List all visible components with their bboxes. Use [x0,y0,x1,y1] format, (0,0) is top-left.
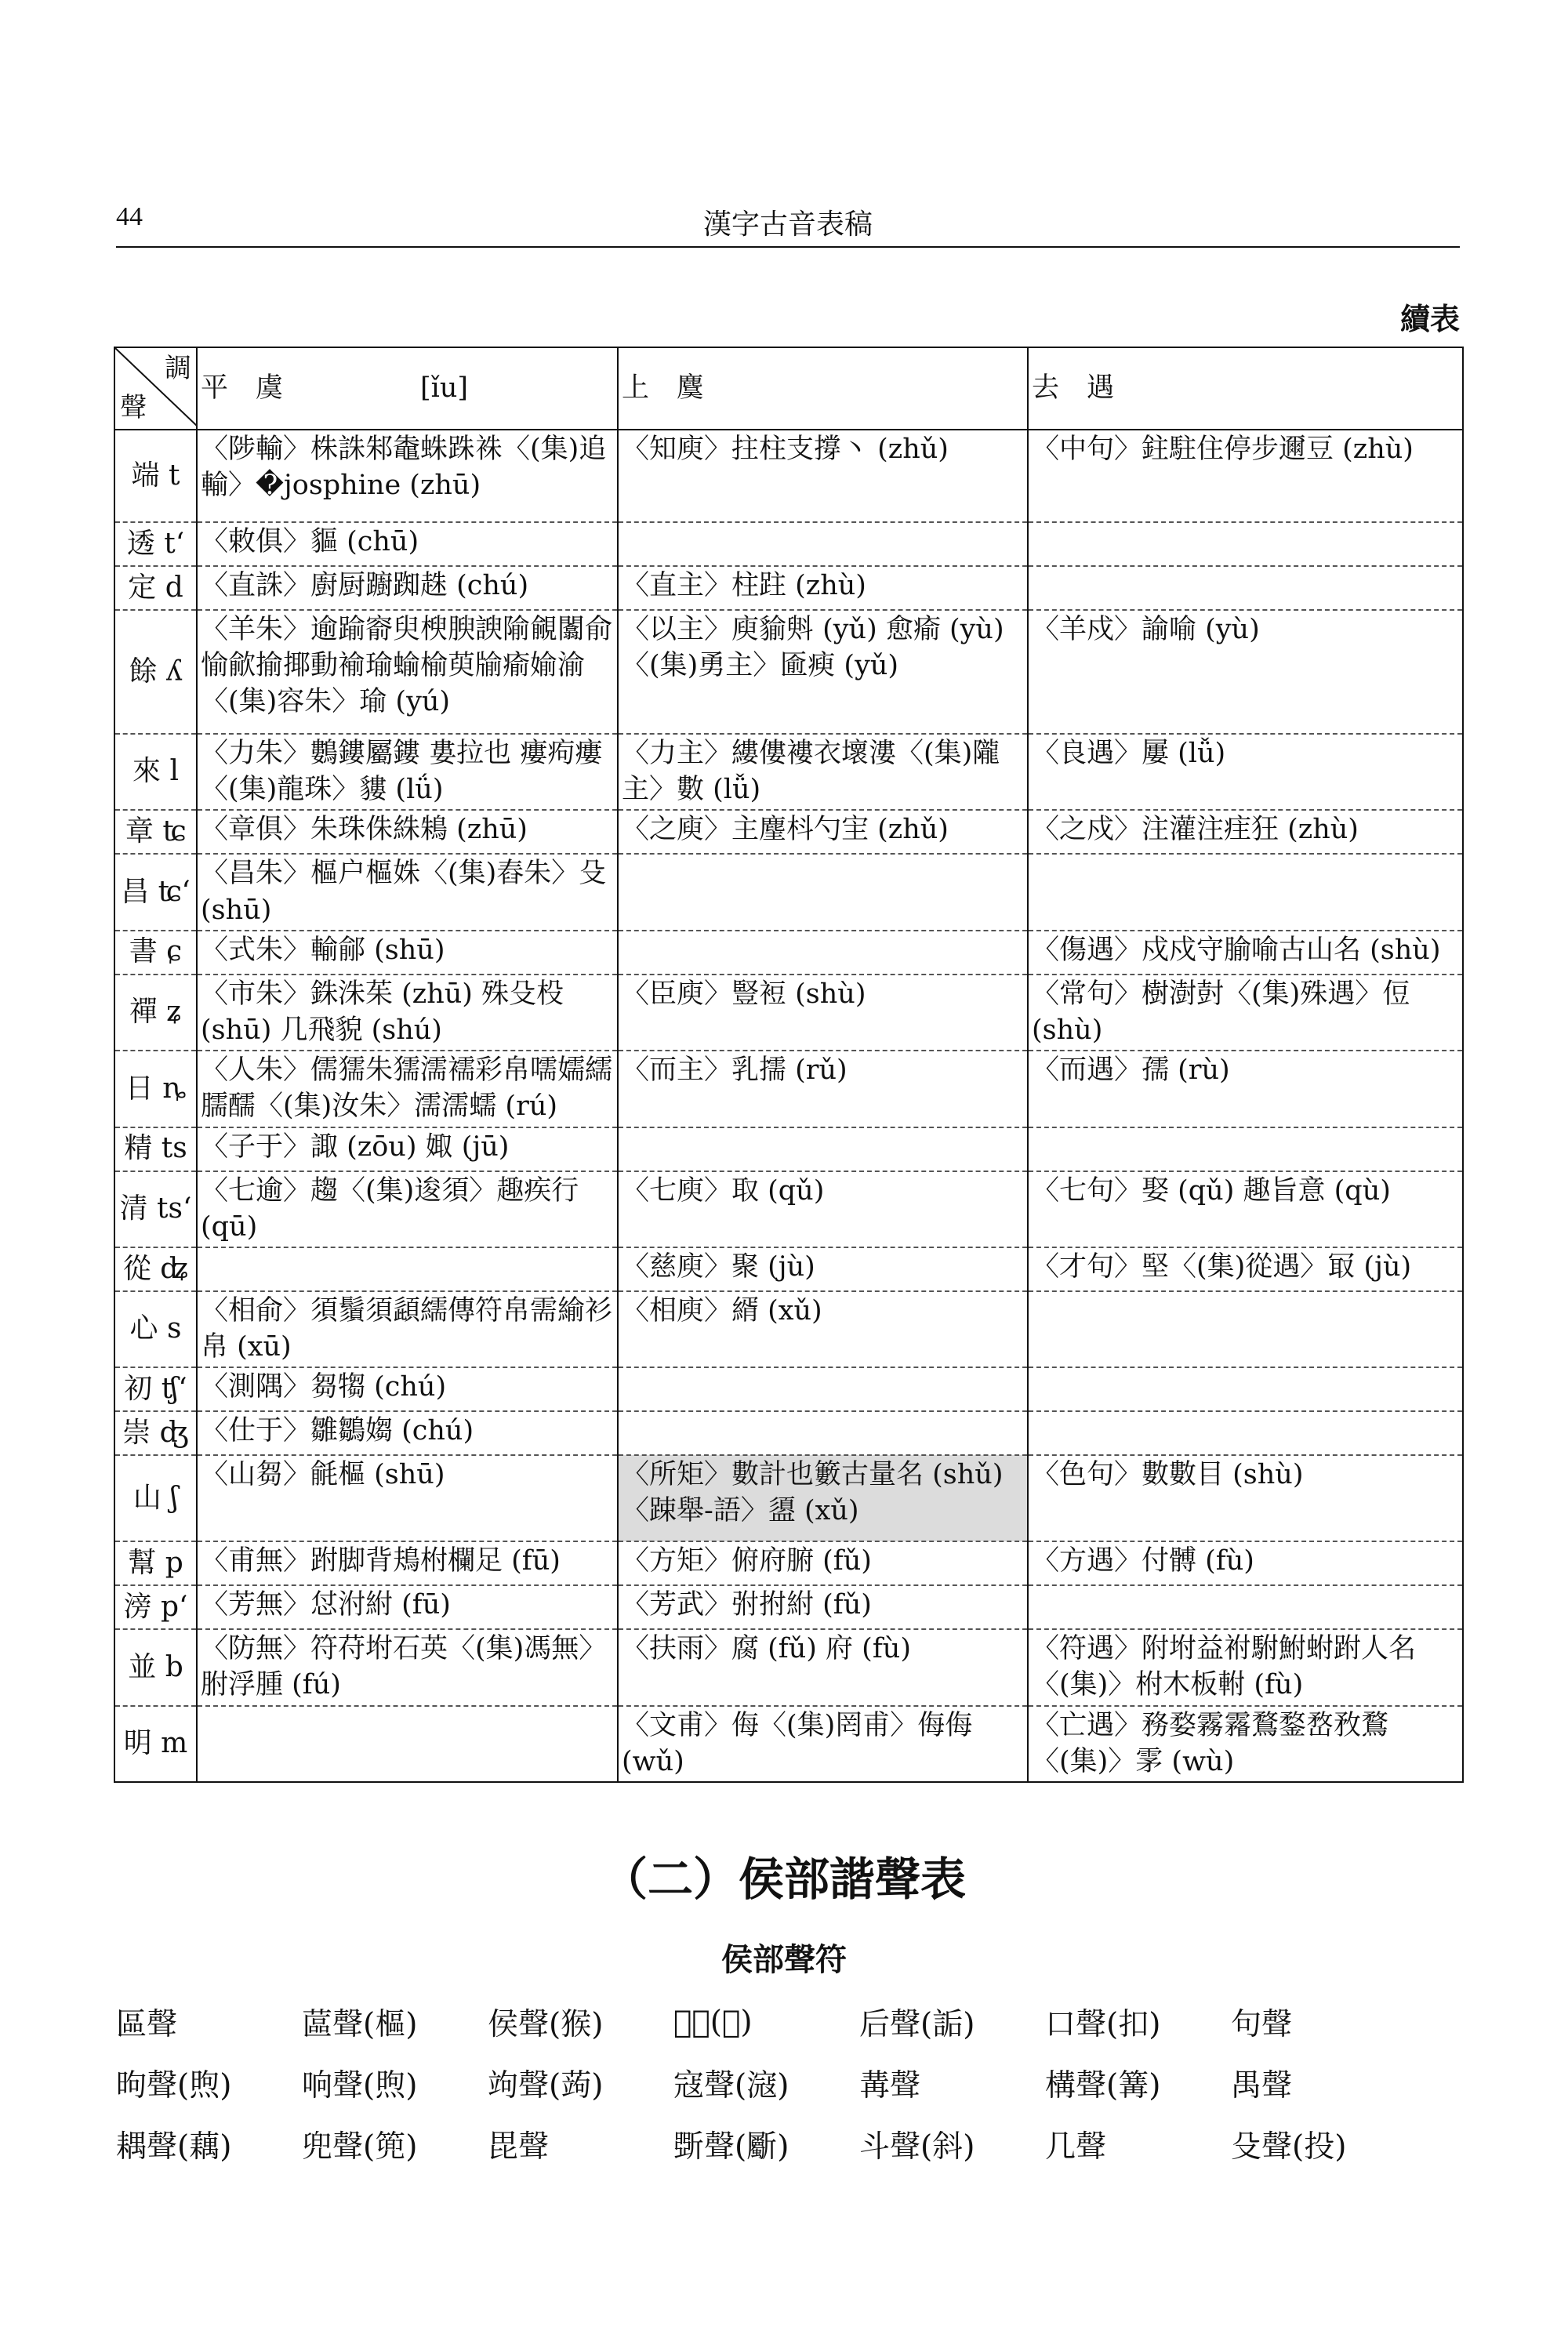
phonetic-item: 耦聲(藕) [116,2129,232,2165]
initial-cell: 幫 p [114,1541,197,1585]
tone-label: 調 [165,353,191,384]
table-row [114,1629,1463,1705]
rising-tone-cell [618,522,1028,566]
phonetic-item: 冓聲 [859,2068,921,2103]
rising-tone-cell: 〈直主〉柱跓 (zhù) [618,566,1028,610]
page-number: 44 [116,202,143,231]
level-tone-cell: 〈七逾〉趨〈(集)逡須〉趣疾行 (qū) [197,1171,618,1247]
rising-tone-cell [618,854,1028,930]
initial-cell: 初 ʧʻ [114,1367,197,1411]
departing-tone-cell: 〈常句〉樹澍尌〈(集)殊遇〉侸 (shù) [1028,975,1463,1051]
table-row [114,566,1463,610]
initial-cell: 來 l [114,734,197,810]
table-row [114,975,1463,1051]
initial-cell: 書 ɕ [114,931,197,975]
rhyme-table [114,347,1464,1783]
initial-label: 聲 [120,392,147,424]
departing-tone-cell: 〈方遇〉付髆 (fù) [1028,1541,1463,1585]
rising-tone-cell: 〈芳武〉弣拊紨 (fǔ) [618,1585,1028,1629]
table-row [114,1127,1463,1171]
initial-cell: 日 ȵ [114,1051,197,1127]
phonetic-series-list [116,1991,1465,2175]
rising-tone-cell: 〈之庾〉主麈枓勺宔 (zhǔ) [618,810,1028,854]
initial-cell: 章 ʨ [114,810,197,854]
departing-tone-cell: 〈良遇〉屢 (lǚ) [1028,734,1463,810]
level-tone-cell: 〈直誅〉廚厨躕踟趎 (chú) [197,566,618,610]
table-row [114,1706,1463,1782]
initial-cell: 精 ts [114,1127,197,1171]
departing-tone-cell: 〈七句〉娶 (qǔ) 趣旨意 (qù) [1028,1171,1463,1247]
phonetic-subheading: 侯部聲符 [721,1941,847,1978]
header-departing-tone: 去 遇 [1028,347,1463,430]
initial-cell: 透 tʻ [114,522,197,566]
table-row [114,734,1463,810]
phonetic-item: 蓲聲(樞) [302,2007,418,2042]
initial-cell: 心 s [114,1291,197,1367]
level-tone-cell: 〈仕于〉雛鶵媰 (chú) [197,1411,618,1455]
departing-tone-cell [1028,566,1463,610]
continued-label: 續表 [1399,301,1460,336]
table-row [114,430,1463,522]
phonetic-item: 毘聲 [488,2129,550,2165]
level-tone-cell: 〈測隅〉芻犓 (chú) [197,1367,618,1411]
level-tone-cell: 〈相俞〉須鬚須頿繻傳符帛需緰衫帛 (xū) [197,1291,618,1367]
departing-tone-cell [1028,1291,1463,1367]
initial-cell: 昌 ʨʻ [114,854,197,930]
phonetic-item: 構聲(篝) [1045,2068,1161,2103]
table-row [114,931,1463,975]
phonetic-item: 殳聲(投) [1231,2129,1347,2165]
header-level-tone: 平 虞 [ǐu] [197,347,618,430]
departing-tone-cell: 〈傷遇〉戍戍守腧喻古山名 (shù) [1028,931,1463,975]
rising-tone-cell: 〈慈庾〉聚 (jù) [618,1247,1028,1291]
phonetic-item: 寇聲(滱) [673,2068,789,2103]
rising-tone-cell: 〈相庾〉縃 (xǔ) [618,1291,1028,1367]
table-row [114,1247,1463,1291]
phonetic-item: 口聲(扣) [1045,2007,1161,2042]
level-tone-cell: 〈市朱〉銖洙茱 (zhū) 殊殳杸 (shū) 几飛貌 (shú) [197,975,618,1051]
phonetic-item: 竘聲(蒟) [488,2068,604,2103]
rising-tone-cell [618,1411,1028,1455]
departing-tone-cell: 〈符遇〉附坿益祔駙鮒蚹跗人名〈(集)〉柎木板軵 (fù) [1028,1629,1463,1705]
table-corner-cell [114,347,197,430]
phonetic-item: 斗聲(斜) [859,2129,975,2165]
phonetic-item: 昫聲(煦) [116,2068,232,2103]
phonetic-item: 區聲 [116,2007,178,2042]
departing-tone-cell: 〈之戍〉注灌注疰狂 (zhù) [1028,810,1463,854]
initial-cell: 滂 pʻ [114,1585,197,1629]
rising-tone-cell: 〈而主〉乳擩 (rǔ) [618,1051,1028,1127]
rising-tone-cell: 〈文甫〉侮〈(集)罔甫〉侮侮 (wǔ) [618,1706,1028,1782]
level-tone-cell: 〈人朱〉儒獳朱獳濡襦彩帛嚅嬬繻臑醹〈(集)汝朱〉濡濡蠕 (rú) [197,1051,618,1127]
departing-tone-cell [1028,1411,1463,1455]
rising-tone-cell [618,1127,1028,1171]
departing-tone-cell [1028,522,1463,566]
phonetic-row [116,2114,1465,2175]
level-tone-cell [197,1706,618,1782]
departing-tone-cell [1028,1127,1463,1171]
level-tone-cell [197,1247,618,1291]
page-header [116,202,1460,248]
departing-tone-cell: 〈中句〉鉒駐住停步邇豆 (zhù) [1028,430,1463,522]
table-row [114,1585,1463,1629]
rising-tone-cell: 〈所矩〉數計也籔古量名 (shǔ)〈踈舉-語〉盨 (xǔ) [618,1455,1028,1541]
level-tone-cell: 〈式朱〉輸鄃 (shū) [197,931,618,975]
initial-cell: 山 ʃ [114,1455,197,1541]
departing-tone-cell [1028,1585,1463,1629]
header-rising-tone: 上 麌 [618,347,1028,430]
initial-cell: 端 t [114,430,197,522]
level-tone-cell: 〈山芻〉毹樞 (shū) [197,1455,618,1541]
table-row [114,1411,1463,1455]
running-title: 漢字古音表稿 [702,209,873,241]
table-row [114,854,1463,930]
initial-cell: 崇 ʤ [114,1411,197,1455]
level-tone-cell: 〈甫無〉跗脚背鳺柎欄足 (fū) [197,1541,618,1585]
table-row [114,610,1463,734]
level-tone-cell: 〈敕俱〉貙 (chū) [197,522,618,566]
rising-tone-cell: 〈方矩〉俯府腑 (fǔ) [618,1541,1028,1585]
table-row [114,1291,1463,1367]
departing-tone-cell: 〈才句〉堅〈(集)從遇〉冣 (jù) [1028,1247,1463,1291]
rising-tone-cell: 〈臣庾〉豎裋 (shù) [618,975,1028,1051]
table-row [114,522,1463,566]
level-tone-cell: 〈防無〉符苻坿石英〈(集)馮無〉胕浮腫 (fú) [197,1629,618,1705]
departing-tone-cell [1028,1367,1463,1411]
level-tone-cell: 〈子于〉諏 (zōu) 娵 (jū) [197,1127,618,1171]
phonetic-item: 后聲(詬) [859,2007,975,2042]
table-header-row [114,347,1463,430]
rising-tone-cell [618,931,1028,975]
level-tone-cell: 〈芳無〉怤泭紨 (fū) [197,1585,618,1629]
rising-tone-cell: 〈以主〉庾貐斞 (yǔ) 愈瘉 (yù)〈(集)勇主〉匬瘐 (yǔ) [618,610,1028,734]
phonetic-item: 斲聲(斸) [673,2129,789,2165]
level-tone-cell: 〈力朱〉鷜鏤屬鏤 婁拉也 瘻痀瘻〈(集)龍珠〉貗 (lǘ) [197,734,618,810]
phonetic-item: 响聲(煦) [302,2068,418,2103]
initial-cell: 餘 ʎ [114,610,197,734]
phonetic-item: 句聲 [1231,2007,1293,2042]
table-row [114,810,1463,854]
initial-cell: 禪 ʑ [114,975,197,1051]
level-tone-cell: 〈章俱〉朱珠侏絑鴸 (zhū) [197,810,618,854]
rising-tone-cell: 〈力主〉縷僂褸衣壞漊〈(集)隴主〉數 (lǚ) [618,734,1028,810]
table-row [114,1051,1463,1127]
table-row [114,1455,1463,1541]
table-row [114,1171,1463,1247]
rising-tone-cell [618,1367,1028,1411]
rising-tone-cell: 〈扶雨〉腐 (fǔ) 府 (fù) [618,1629,1028,1705]
phonetic-item: 禺聲 [1231,2068,1293,2103]
phonetic-item: 𣆪聲(厚) [673,2004,753,2040]
phonetic-row [116,2053,1465,2114]
departing-tone-cell: 〈色句〉數數目 (shù) [1028,1455,1463,1541]
level-tone-cell: 〈昌朱〉樞户樞姝〈(集)舂朱〉殳 (shū) [197,854,618,930]
table-row [114,1541,1463,1585]
phonetic-item: 兜聲(篼) [302,2129,418,2165]
departing-tone-cell [1028,854,1463,930]
table-row [114,1367,1463,1411]
departing-tone-cell: 〈亡遇〉務婺霧霿鶩鍪嵍敄鶩〈(集)〉雺 (wù) [1028,1706,1463,1782]
phonetic-row [116,1991,1465,2053]
departing-tone-cell: 〈而遇〉孺 (rù) [1028,1051,1463,1127]
phonetic-item: 几聲 [1045,2129,1107,2165]
level-tone-cell: 〈羊朱〉逾踰窬臾楰腴諛隃覦闟俞愉歈揄揶動褕瑜蝓榆萸牏瘉媮渝〈(集)容朱〉瑜 (yú) [197,610,618,734]
phonetic-item: 侯聲(猴) [488,2007,604,2042]
rising-tone-cell: 〈七庾〉取 (qǔ) [618,1171,1028,1247]
level-tone-cell: 〈陟輸〉株誅邾鼄蛛跦袾〈(集)追輸〉�josphine (zhū) [197,430,618,522]
initial-cell: 定 d [114,566,197,610]
departing-tone-cell: 〈羊戍〉諭喻 (yù) [1028,610,1463,734]
section-title: （二）侯部諧聲表 [601,1853,966,1906]
initial-cell: 並 b [114,1629,197,1705]
initial-cell: 從 ʥ [114,1247,197,1291]
initial-cell: 明 m [114,1706,197,1782]
initial-cell: 清 tsʻ [114,1171,197,1247]
rising-tone-cell: 〈知庾〉拄柱支撐丶 (zhǔ) [618,430,1028,522]
